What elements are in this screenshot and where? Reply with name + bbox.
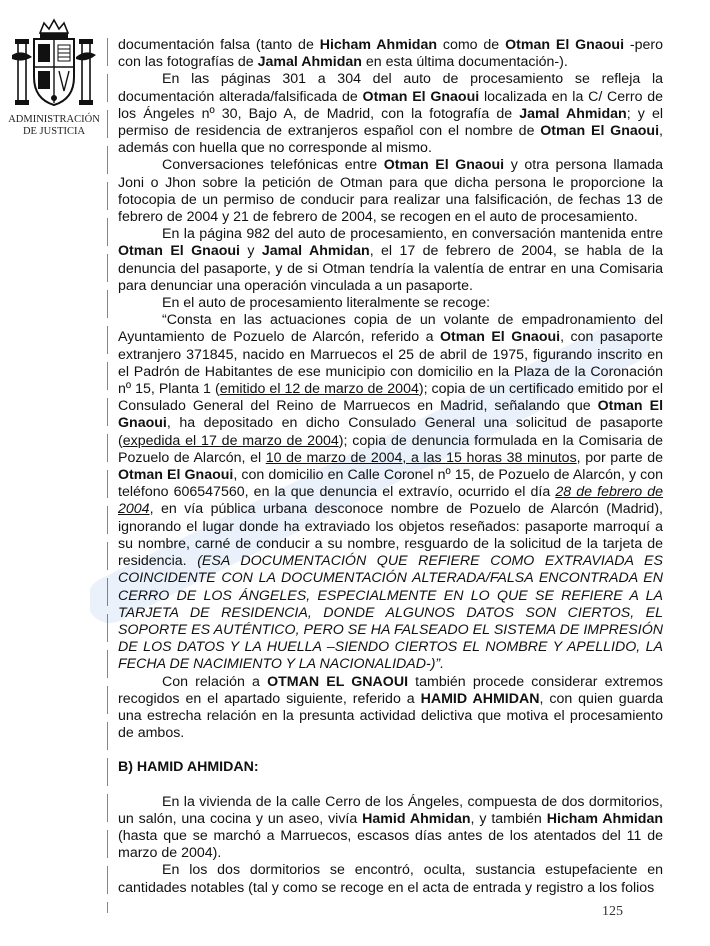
paragraph-5: En el auto de procesamiento literalmente se recoge:: [162, 295, 491, 312]
paragraph-4: En la página 982 del auto de procesamiento, en conversación mantenida entre Otman El Gnaoui y Jamal Ahmidan, el 17 de febrero de 2004, se habla de la denuncia del pasaporte, y de si Otman tendría la valentía de entrar en una Comisaria para denunciar una operación vinculada a un pasaporte.: [118, 226, 663, 294]
quoted-paragraph: “Consta en las actuaciones copia de un volante de empadronamiento del Ayuntamiento de Pozuelo de Alarcón, referido a Otman El Gnaoui, con pasaporte extranjero 371845, nacido en Marruecos el 25 de abril de 1975, figurando inscrito en el Padrón de Habitantes de ese municipio con domicilio en la Plaza de la Coronación nº 15, Planta 1 (emitido el 12 de marzo de 2004); copia de un certificado emitido por el Consulado General del Reino de Marruecos en Madrid, señalando que Otman El Gnaoui, ha depositado en dicho Consulado General una solicitud de pasaporte (expedida el 17 de marzo de 2004); copia de denuncia formulada en la Comisaria de Pozuelo de Alarcón, el 10 de marzo de 2004, a las 15 horas 38 minutos, por parte de Otman El Gnaoui, con domicilio en Calle Coronel nº 15, de Pozuelo de Alarcón, y con teléfono 606547560, en la que denuncia el extravío, ocurrido el día 28 de febrero de 2004, en vía pública urbana desconoce nombre de Pozuelo de Alarcón (Madrid), ignorando el lugar donde ha extraviado los objetos reseñados: pasaporte marroquí a su nombre, carné de conducir a su nombre, resguardo de la solicitud de la tarjeta de residencia. (ESA DOCUMENTACIÓN QUE REFIERE COMO EXTRAVIADA ES COINCIDENTE CON LA DOCUMENTACIÓN ALTERADA/FALSA ENCONTRADA EN CERRO DE LOS ÁNGELES, ESPECIALMENTE EN LO QUE SE REFIERE A LA TARJETA DE RESIDENCIA, DONDE ALGUNOS DATOS SON CIERTOS, EL SOPORTE ES AUTÉNTICO, PERO SE HA FALSEADO EL SISTEMA DE IMPRESIÓN DE LOS DATOS Y LA HUELLA –SIENDO CIERTOS EL NOMBRE Y APELLIDO, LA FECHA DE NACIMIENTO Y LA NACIONALIDAD-)”.: [118, 312, 664, 673]
paragraph-3: Conversaciones telefónicas entre Otman El Gnaoui y otra persona llamada Joni o Jhon sobre la petición de Otman para que dicha persona le proporcione la fotocopia de un permiso de conducir para realizar una falsificación, de fechas 13 de febrero de 2004 y 21 de febrero de 2004, se recogen en el auto de procesamiento.: [118, 157, 663, 226]
institution-label: [4, 114, 104, 138]
paragraph-2: En las páginas 301 a 304 del auto de procesamiento se refleja la documentación alterada/falsificada de Otman El Gnaoui localizada en la C/ Cerro de los Ángeles nº 30, Bajo A, de Madrid, con la fotografía de Jamal Ahmidan; y el permiso de residencia de extranjeros español con el nombre de Otman El Gnaoui, además con huella que no corresponde al mismo.: [118, 71, 664, 157]
document-body: [118, 37, 663, 897]
paragraph-9: En los dos dormitorios se encontró, oculta, sustancia estupefaciente en cantidades notables (tal y como se recoge en el acta de entrada y registro a los folios: [118, 862, 663, 896]
margin-rule: [107, 38, 108, 913]
page-number: 125: [602, 904, 623, 919]
coat-of-arms-icon: [10, 15, 98, 113]
paragraph-8: En la vivienda de la calle Cerro de los Ángeles, compuesta de dos dormitorios, un salón, una cocina y un aseo, vivía Hamid Ahmidan, y también Hicham Ahmidan (hasta que se marchó a Marruecos, escasos días antes de los atentados del 11 de marzo de 2004).: [118, 793, 663, 862]
institution-label-line2: DE JUSTICIA: [22, 126, 86, 137]
institution-label-line1: ADMINISTRACIÓN: [8, 114, 100, 125]
paragraph-7: Con relación a OTMAN EL GNAOUI también procede considerar extremos recogidos en el apartado siguiente, referido a HAMID AHMIDAN, con quien guarda una estrecha relación en la presunta actividad delictiva que motiva el procesamiento de ambos.: [118, 673, 663, 742]
section-heading: B) HAMID AHMIDAN:: [118, 759, 259, 776]
paragraph-1: documentación falsa (tanto de Hicham Ahmidan como de Otman El Gnaoui -pero con las fotografías de Jamal Ahmidan en esta última documentación-).: [118, 37, 663, 71]
